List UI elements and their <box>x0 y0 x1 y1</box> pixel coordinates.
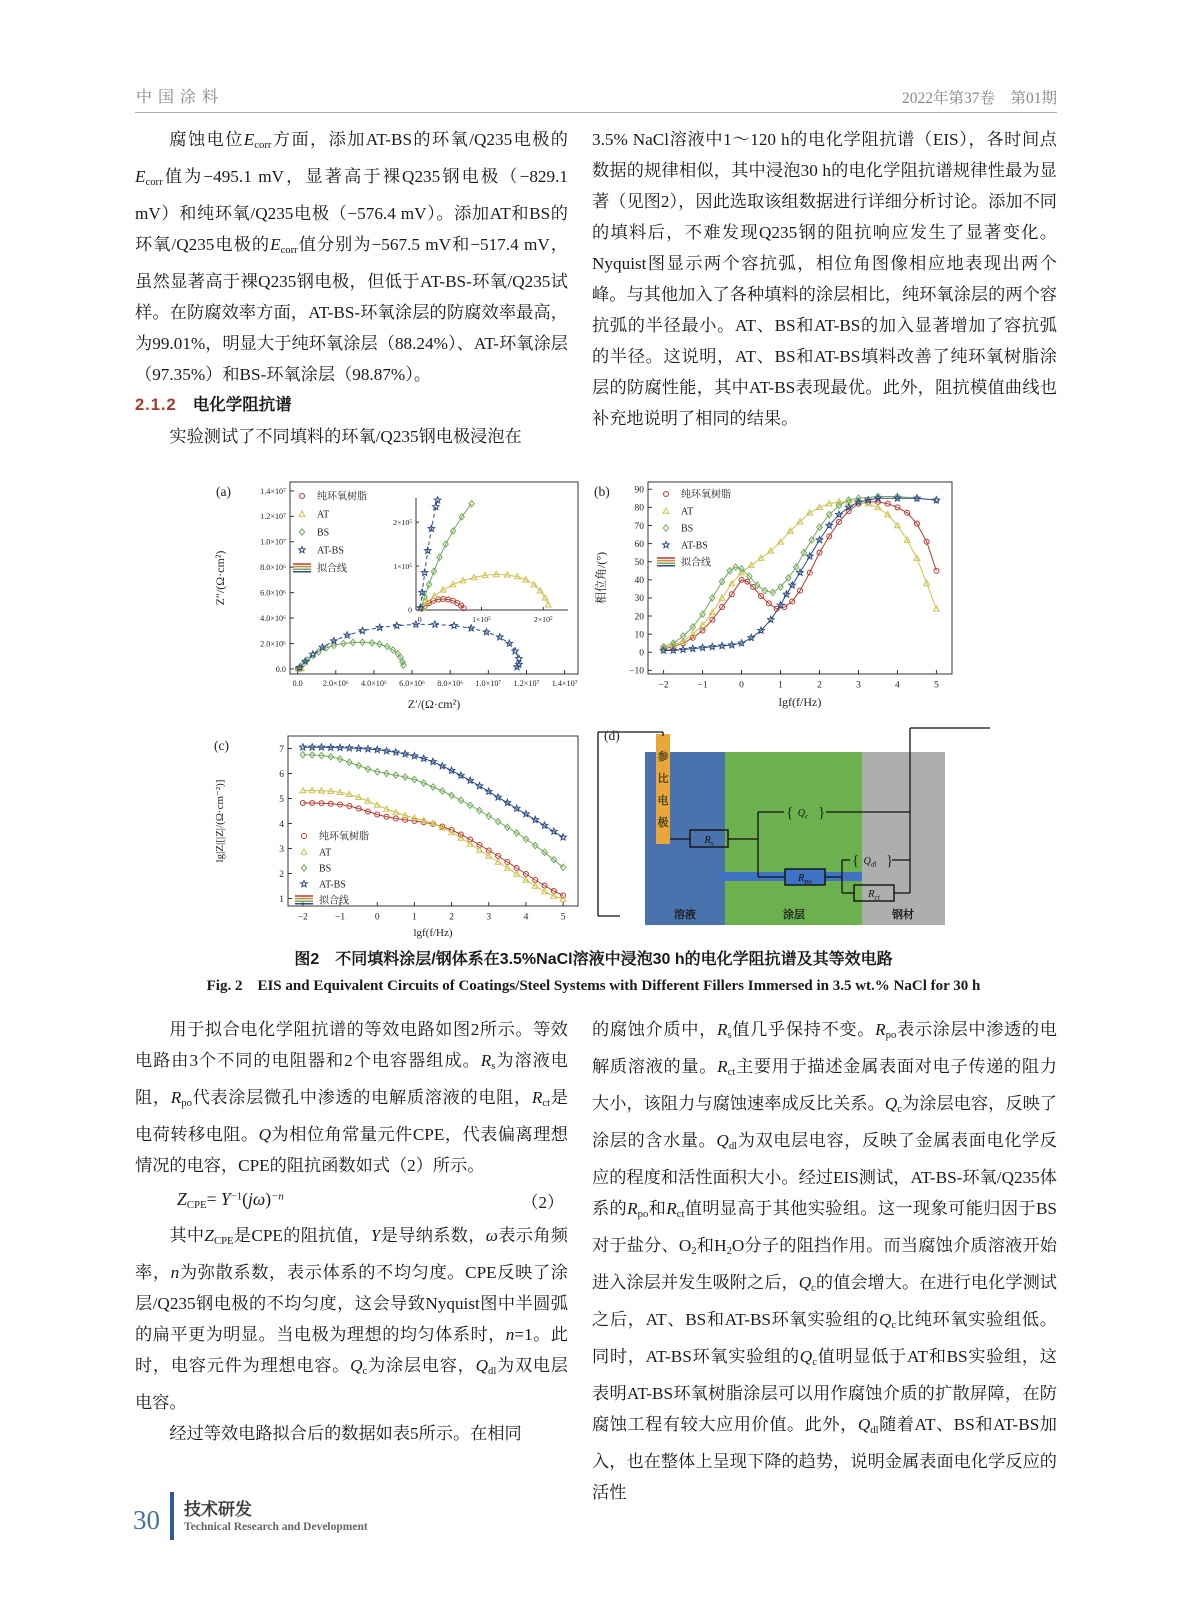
svg-text:AT-BS: AT-BS <box>319 879 346 891</box>
svg-text:4: 4 <box>279 819 284 830</box>
svg-text:8.0×10⁶: 8.0×10⁶ <box>437 679 464 689</box>
left-column-bottom <box>135 1014 568 1449</box>
svg-text:拟合线: 拟合线 <box>317 563 347 575</box>
svg-text:20: 20 <box>634 612 644 623</box>
svg-text:lg|Z|[|Z|/(Ω·cm⁻²)]: lg|Z|[|Z|/(Ω·cm⁻²)] <box>214 779 226 863</box>
svg-text:(b): (b) <box>594 484 610 499</box>
paragraph: 其中ZCPE是CPE的阻抗值，Y是导纳系数，ω表示角频率，n为弥散系数，表示体系的不均匀度。CPE反映了涂层/Q235钢电极的不均匀度，这会导致Nyquist图中半圆弧的扁平更为明显。当电极为理想的均匀体系时，n=1。此时，电容元件为理想电容。Qc为涂层电容，Qdl为双电层电容。 <box>135 1225 568 1412</box>
svg-text:BS: BS <box>317 527 330 539</box>
svg-text:1.0×10⁷: 1.0×10⁷ <box>475 679 502 689</box>
section-number: 2.1.2 <box>135 395 177 414</box>
svg-text:0: 0 <box>417 614 422 624</box>
nyquist-plot <box>210 468 590 720</box>
svg-text:Rpo: $R_{po}$ <box>798 873 812 886</box>
svg-text:{: { <box>852 853 860 869</box>
footer-section-en: Technical Research and Development <box>184 1521 368 1533</box>
svg-text:1.4×10⁷: 1.4×10⁷ <box>551 679 578 689</box>
paragraph: 实验测试了不同填料的环氧/Q235钢电极浸泡在 <box>169 426 522 446</box>
svg-text:90: 90 <box>634 485 644 496</box>
svg-text:1.2×10⁷: 1.2×10⁷ <box>513 679 540 689</box>
svg-text:0: 0 <box>408 605 412 615</box>
svg-text:7: 7 <box>279 744 284 755</box>
svg-text:50: 50 <box>634 558 644 569</box>
svg-text:2×10⁵: 2×10⁵ <box>533 614 553 624</box>
svg-text:6.0×10⁶: 6.0×10⁶ <box>260 588 286 598</box>
svg-text:1: 1 <box>412 912 417 923</box>
header-rule <box>135 112 1057 113</box>
svg-text:1×10⁵: 1×10⁵ <box>472 614 491 624</box>
equation-number: （2） <box>521 1192 564 1212</box>
svg-text:拟合线: 拟合线 <box>681 557 711 569</box>
svg-text:80: 80 <box>634 503 644 514</box>
svg-text:纯环氧树脂: 纯环氧树脂 <box>317 491 367 503</box>
svg-text:70: 70 <box>634 521 644 532</box>
equation-2 <box>135 1181 568 1220</box>
svg-text:4: 4 <box>523 912 529 923</box>
svg-text:1: 1 <box>279 894 284 905</box>
svg-text:−10: −10 <box>629 666 644 677</box>
bode-phase-plot <box>590 468 970 720</box>
svg-text:2.0×10⁶: 2.0×10⁶ <box>260 639 286 649</box>
svg-text:40: 40 <box>634 576 644 587</box>
svg-text:2.0×10⁶: 2.0×10⁶ <box>322 679 349 689</box>
svg-text:lgf(f/Hz): lgf(f/Hz) <box>413 927 453 939</box>
svg-text:纯环氧树脂: 纯环氧树脂 <box>681 489 731 501</box>
svg-text:Rs: $R_s$ <box>704 835 714 848</box>
svg-text:3: 3 <box>279 844 284 855</box>
page-number: 30 <box>133 1504 160 1535</box>
svg-text:4.0×10⁶: 4.0×10⁶ <box>260 613 286 623</box>
svg-text:极: 极 <box>657 817 669 829</box>
svg-text:−2: −2 <box>658 680 669 691</box>
svg-text:2: 2 <box>449 912 454 923</box>
svg-text:2: 2 <box>279 869 284 880</box>
svg-text:}: } <box>818 805 826 821</box>
svg-text:3: 3 <box>486 912 492 923</box>
svg-text:60: 60 <box>634 539 644 550</box>
svg-text:AT: AT <box>317 509 330 521</box>
paragraph: 3.5% NaCl溶液中1～120 h的电化学阻抗谱（EIS），各时间点数据的规律相似，其中浸泡30 h的电化学阻抗谱规律性最为显著（见图2），因此选取该组数据进行详细分析讨论。添加不同的填料后，不难发现Q235钢的阻抗响应发生了显著变化。Nyquist图显示两个容抗弧，相位角图像相应地表现出两个峰。与其他加入了各种填料的涂层相比，纯环氧涂层的两个容抗弧的半径最小。AT、BS和AT-BS的加入显著增加了容抗弧的半径。这说明，AT、BS和AT-BS填料改善了纯环氧树脂涂层的防腐性能，其中AT-BS表现最优。此外，阻抗模值曲线也补充地说明了相同的结果。 <box>592 130 1057 428</box>
figure-caption-en: Fig. 2 EIS and Equivalent Circuits of Coatings/Steel Systems with Different Fillers Immersed in 3.5 wt.% NaCl for 30 h <box>206 978 981 994</box>
left-column-top <box>135 124 568 452</box>
svg-text:0: 0 <box>639 648 644 659</box>
paragraph: 的腐蚀介质中，Rs值几乎保持不变。Rpo表示涂层中渗透的电解质溶液的量。Rct主要用于描述金属表面对电子传递的阻力大小，该阻力与腐蚀速率成反比关系。Qc为涂层电容，反映了涂层的含水量。Qdl为双电层电容，反映了金属表面电化学反应的程度和活性面积大小。经过EIS测试，AT-BS-环氧/Q235体系的Rpo和Rct值明显高于其他实验组。这一现象可能归因于BS对于盐分、O2和H2O分子的阻挡作用。而当腐蚀介质溶液开始进入涂层并发生吸附之后，Qc的值会增大。在进行电化学测试之后，AT、BS和AT-BS环氧实验组的Qc比纯环氧实验组低。同时，AT-BS环氧实验组的Qc值明显低于AT和BS实验组，这表明AT-BS环氧树脂涂层可以用作腐蚀介质的扩散屏障，在防腐蚀工程有较大应用价值。此外，Qdl随着AT、BS和AT-BS加入，也在整体上呈现下降的趋势，说明金属表面电化学反应的活性 <box>592 1020 1057 1502</box>
svg-text:纯环氧树脂: 纯环氧树脂 <box>319 831 369 843</box>
svg-text:1.0×10⁷: 1.0×10⁷ <box>260 537 286 547</box>
svg-text:−1: −1 <box>697 680 708 691</box>
svg-text:AT-BS: AT-BS <box>317 545 344 557</box>
svg-text:溶液: 溶液 <box>674 909 696 921</box>
svg-text:(a): (a) <box>216 484 231 499</box>
svg-text:8.0×10⁶: 8.0×10⁶ <box>260 563 286 573</box>
svg-text:30: 30 <box>634 594 644 605</box>
svg-text:Z″/(Ω·cm²): Z″/(Ω·cm²) <box>213 550 227 606</box>
svg-text:5: 5 <box>934 680 939 691</box>
right-column-bottom <box>592 1014 1057 1508</box>
svg-text:BS: BS <box>681 523 694 535</box>
svg-text:5: 5 <box>279 794 284 805</box>
issue-info: 2022年第37卷 第01期 <box>901 90 1057 107</box>
svg-text:参: 参 <box>657 751 669 763</box>
figure-caption-zh: 图2 不同填料涂层/钢体系在3.5%NaCl溶液中浸泡30 h的电化学阻抗谱及其等效电路 <box>294 951 893 968</box>
svg-text:4.0×10⁶: 4.0×10⁶ <box>360 679 387 689</box>
svg-text:1: 1 <box>778 680 783 691</box>
svg-text:{: { <box>786 805 794 821</box>
svg-text:6: 6 <box>279 769 284 780</box>
svg-text:10: 10 <box>634 630 644 641</box>
svg-text:(d): (d) <box>604 728 620 743</box>
svg-text:AT-BS: AT-BS <box>681 540 708 552</box>
svg-text:}: } <box>886 853 894 869</box>
svg-text:4: 4 <box>895 680 900 691</box>
svg-text:1×10⁵: 1×10⁵ <box>393 561 412 571</box>
equation-body: ZCPE= $Y^{-1}(j\omega)^{-n}$ <box>177 1189 284 1212</box>
svg-text:6.0×10⁶: 6.0×10⁶ <box>399 679 426 689</box>
footer-bar <box>170 1492 174 1540</box>
svg-text:1.2×10⁷: 1.2×10⁷ <box>260 512 286 522</box>
svg-text:−2: −2 <box>297 912 308 923</box>
svg-text:AT: AT <box>319 847 332 859</box>
svg-text:BS: BS <box>319 863 332 875</box>
svg-text:拟合线: 拟合线 <box>319 895 349 907</box>
section-heading <box>135 390 568 421</box>
paragraph: 用于拟合电化学阻抗谱的等效电路如图2所示。等效电路由3个不同的电阻器和2个电容器组成。Rs为溶液电阻，Rpo代表涂层微孔中渗透的电解质溶液的电阻，Rct是电荷转移电阻。Q为相位角常量元件CPE，代表偏离理想情况的电容，CPE的阻抗函数如式（2）所示。 <box>135 1020 568 1175</box>
bode-modulus-plot <box>210 720 590 950</box>
figure-2 <box>190 468 990 950</box>
paragraph: 经过等效电路拟合后的数据如表5所示。在相同 <box>169 1423 522 1443</box>
svg-text:Qc: $Q_c$ <box>797 808 809 821</box>
svg-text:Qdl: $Q_{dl}$ <box>863 856 877 869</box>
svg-text:相位角/(°): 相位角/(°) <box>594 551 608 605</box>
svg-text:(c): (c) <box>214 738 229 753</box>
svg-text:lgf(f/Hz): lgf(f/Hz) <box>778 695 822 709</box>
svg-text:2×10⁵: 2×10⁵ <box>393 517 412 527</box>
equivalent-circuit-diagram <box>590 720 990 950</box>
paragraph: 腐蚀电位Ecorr方面，添加AT-BS的环氧/Q235电极的Ecorr值为−495.1 mV，显著高于裸Q235钢电极（−829.1 mV）和纯环氧/Q235电极（−576.4 mV）。添加AT和BS的环氧/Q235电极的Ecorr值分别为−567.5 mV和−517.4 mV，虽然显著高于裸Q235钢电极，但低于AT-BS-环氧/Q235试样。在防腐效率方面，AT-BS-环氧涂层的防腐效率最高，为99.01%，明显大于纯环氧涂层（88.24%）、AT-环氧涂层（97.35%）和BS-环氧涂层（98.87%）。 <box>135 130 568 384</box>
svg-text:Z′/(Ω·cm²): Z′/(Ω·cm²) <box>407 697 461 711</box>
svg-text:0: 0 <box>739 680 744 691</box>
svg-text:钢材: 钢材 <box>892 909 914 921</box>
svg-text:2: 2 <box>817 680 822 691</box>
svg-text:0.0: 0.0 <box>292 679 303 689</box>
svg-text:3: 3 <box>856 680 861 691</box>
svg-text:电: 电 <box>657 795 669 807</box>
svg-text:5: 5 <box>560 912 566 923</box>
right-column-top <box>592 124 1057 434</box>
svg-text:0.0: 0.0 <box>275 664 286 674</box>
svg-text:1.4×10⁷: 1.4×10⁷ <box>260 486 286 496</box>
svg-text:涂层: 涂层 <box>783 909 805 921</box>
journal-name: 中国涂料 <box>136 89 225 106</box>
svg-text:−1: −1 <box>334 912 346 923</box>
svg-text:AT: AT <box>681 506 694 518</box>
section-title: 电化学阻抗谱 <box>192 395 292 414</box>
svg-text:比: 比 <box>657 773 669 785</box>
page-footer <box>133 1492 368 1540</box>
footer-section: 技术研发 <box>184 1500 252 1519</box>
svg-text:Rct: $R_{ct}$ <box>868 889 880 902</box>
svg-text:0: 0 <box>374 912 380 923</box>
